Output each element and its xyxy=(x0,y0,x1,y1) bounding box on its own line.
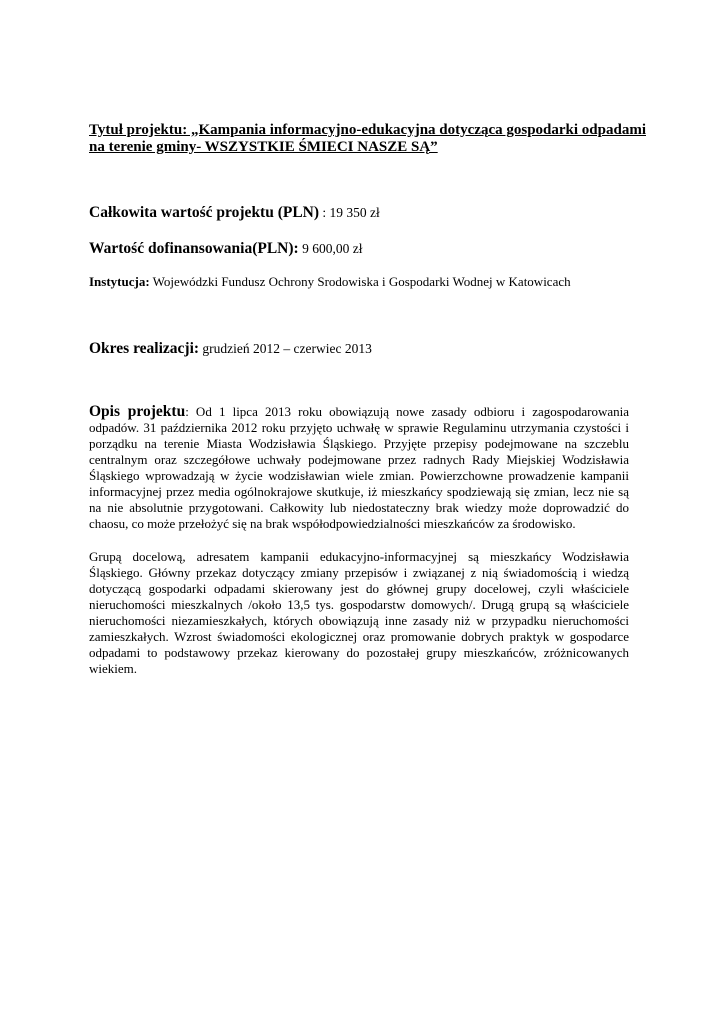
period-line xyxy=(89,340,372,358)
description-paragraph-2: Grupą docelową, adresatem kampanii edukacyjno-informacyjnej są mieszkańcy Wodzisławia Śląskiego. Główny przekaz dotyczący zmiany przepisów i związanej z nią świadomością i wiedzą dotyczącą gospodarki odpadami skierowany jest do głównej grupy docelowej, czyli właściciele nieruchomości mieszkalnych /około 13,5 tys. gospodarstw domowych/. Drugą grupą są właściciele nieruchomości niezamieszkałych, których obowiązują inne zasady niż w przypadku nieruchomości zamieszkałych. Wzrost świadomości ekologicznej oraz promowanie dobrych praktyk w gospodarce odpadami to podstawowy przekaz kierowany do pozostałej grupy mieszkańców, zróżnicowanych wiekiem. xyxy=(89,549,629,676)
description-text-1: : Od 1 lipca 2013 roku obowiązują nowe zasady odbioru i zagospodarowania odpadów. 31 października 2012 roku przyjęto uchwałę w sprawie Regulaminu utrzymania czystości i porządku na terenie Miasta Wodzisławia Śląskiego. Przyjęte przepisy podejmowane na szczeblu centralnym oraz szczegółowe uchwały podejmowane przez radnych Rady Miejskiej Wodzisławia Śląskiego wprowadzają w życie wodzisławian wiele zmian. Powierzchowne prowadzenie kampanii informacyjnej przez media ogólnokrajowe skutkuje, iż mieszkańcy spodziewają się zmian, lecz nie są na nie absolutnie przygotowani. Całkowity lub niedostateczny brak wiedzy może doprowadzić do chaosu, co może przełożyć się na brak współodpowiedzialności mieszkańców za środowisko. xyxy=(89,404,629,531)
cofinancing-line xyxy=(89,240,362,258)
institution-label: Instytucja: xyxy=(89,274,150,289)
cofinancing-label: Wartość dofinansowania(PLN): xyxy=(89,240,299,257)
total-value-line xyxy=(89,204,380,222)
total-value-amount: : 19 350 zł xyxy=(319,205,380,220)
period-label: Okres realizacji: xyxy=(89,340,200,357)
project-title: Tytuł projektu: „Kampania informacyjno-edukacyjna dotycząca gospodarki odpadami na terenie gminy- WSZYSTKIE ŚMIECI NASZE SĄ” xyxy=(89,122,646,155)
institution-name: Wojewódzki Fundusz Ochrony Srodowiska i Gospodarki Wodnej w Katowicach xyxy=(149,274,571,289)
institution-line xyxy=(89,274,571,290)
cofinancing-amount: 9 600,00 zł xyxy=(298,241,363,256)
description-label: Opis projektu xyxy=(89,403,186,420)
total-value-label: Całkowita wartość projektu (PLN) xyxy=(89,204,320,221)
description-paragraph-1 xyxy=(89,404,629,532)
period-value: grudzień 2012 – czerwiec 2013 xyxy=(199,341,372,356)
